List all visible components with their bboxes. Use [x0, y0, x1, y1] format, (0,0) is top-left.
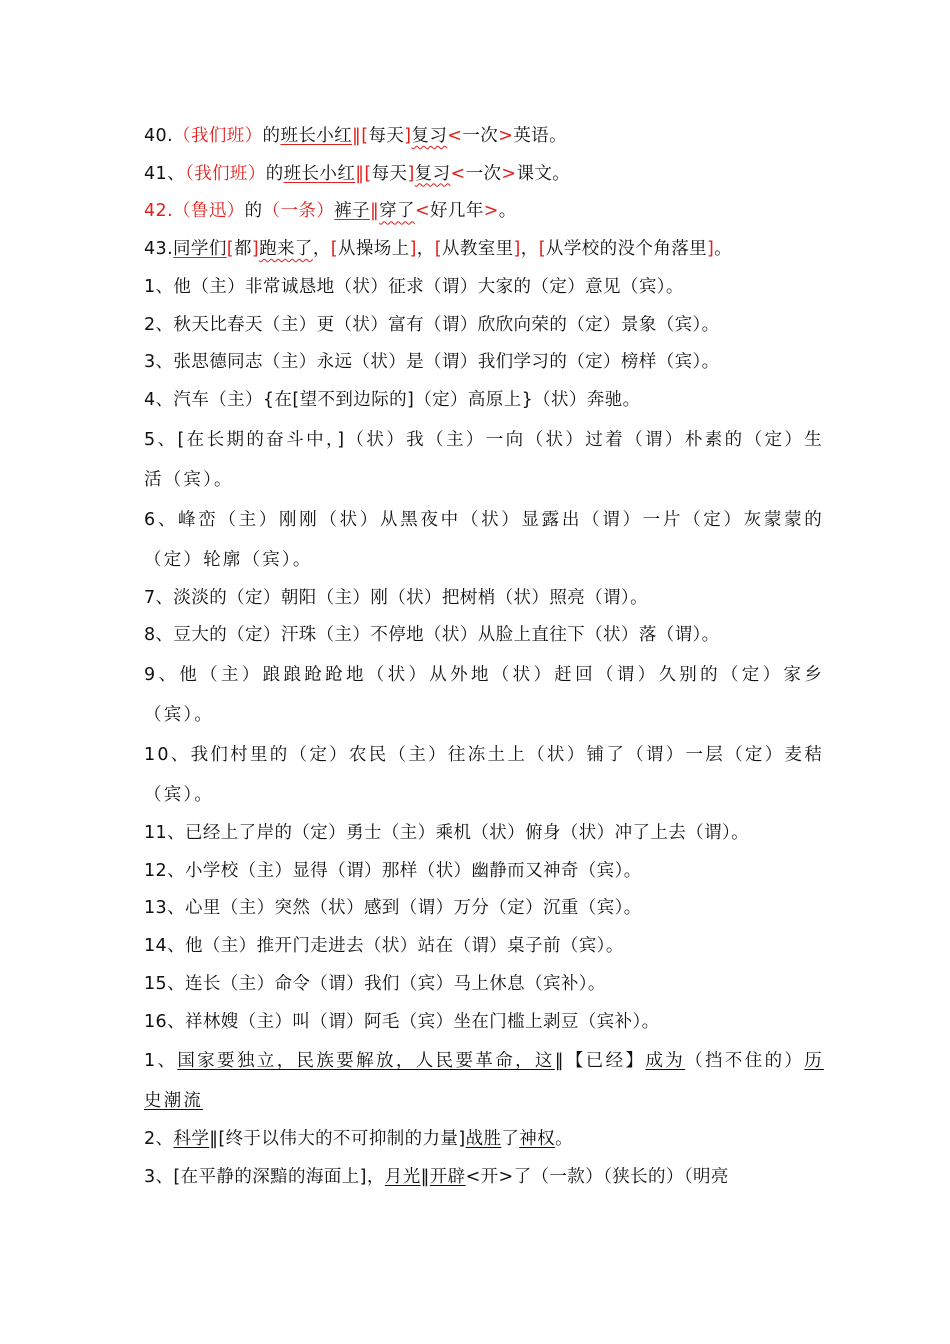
sentence-fragment: [ [361, 126, 369, 146]
sentence-fragment: ] [251, 239, 260, 260]
sentence-line: 15、连长（主）命令（谓）我们（宾）马上休息（宾补）。 [144, 973, 606, 994]
sentence-line: 2、秋天比春天（主）更（状）富有（谓）欣欣向荣的（定）景象（宾）。 [144, 314, 720, 335]
sentence-fragment: 。 [498, 201, 517, 222]
sentence-fragment: ‖ [369, 201, 380, 222]
sentence-line [144, 156, 824, 194]
sentence-fragment: ‖ [352, 126, 362, 146]
sentence-fragment: （我们班） [184, 163, 266, 184]
sentence-fragment: 科学 [173, 1129, 210, 1150]
sentence-fragment: 好几年 [430, 201, 484, 222]
sentence-fragment: 都 [233, 239, 252, 260]
sentence-line: 8、豆大的（定）汗珠（主）不停地（状）从脸上直往下（状）落（谓）。 [144, 625, 720, 646]
sentence-fragment: 班长小红 [283, 163, 356, 184]
sentence-fragment: 43. [144, 239, 174, 260]
sentence-line [144, 118, 824, 156]
sentence-fragment: < [414, 201, 431, 222]
sentence-fragment: 了 [501, 1129, 520, 1150]
sentence-line: 4、汽车（主）{在[望不到边际的]（定）高原上}（状）奔驰。 [144, 389, 641, 410]
sentence-fragment: 开辟 [429, 1166, 466, 1187]
sentence-fragment: ] [407, 163, 415, 184]
document-body [144, 118, 824, 1197]
sentence-line: 3、张思德同志（主）永远（状）是（谓）我们学习的（定）榜样（宾）。 [144, 352, 720, 373]
sentence-fragment: 40. [144, 126, 174, 146]
sentence-fragment: 2、 [144, 1129, 174, 1150]
sentence-fragment: 班长小红 [280, 126, 353, 146]
sentence-fragment: [ [364, 163, 372, 184]
sentence-fragment: 每天 [371, 163, 408, 184]
sentence-fragment: < [447, 126, 463, 146]
sentence-fragment: 复习 [411, 126, 448, 146]
sentence-fragment: ] [707, 239, 715, 260]
sentence-line [144, 1121, 824, 1159]
sentence-fragment: 一次 [462, 126, 499, 146]
sentence-fragment: ] [409, 239, 417, 260]
sentence-fragment: 。 [714, 239, 733, 260]
sentence-fragment: 跑来了 [259, 239, 313, 260]
sentence-fragment: ‖[终于以伟大的不可抑制的力量] [209, 1129, 466, 1150]
sentence-fragment: ， [416, 239, 435, 260]
sentence-fragment: ‖ [355, 163, 365, 184]
sentence-line: 1、他（主）非常诚恳地（状）征求（谓）大家的（定）意见（宾）。 [144, 276, 684, 297]
sentence-fragment: 英语。 [513, 126, 567, 146]
sentence-fragment: 从教室里 [441, 239, 514, 260]
sentence-fragment: （挡不住的） [685, 1051, 805, 1072]
sentence-fragment: ] [404, 126, 412, 146]
sentence-fragment: 国家要独立，民族要解放，人民要革命，这 [177, 1051, 555, 1072]
sentence-fragment: < [450, 163, 466, 184]
sentence-fragment: ‖ [420, 1166, 430, 1187]
sentence-line: 13、心里（主）突然（状）感到（谓）万分（定）沉重（宾）。 [144, 898, 642, 919]
sentence-fragment: 从学校的没个角落里 [545, 239, 708, 260]
sentence-fragment: ‖【已经】 [554, 1051, 646, 1072]
sentence-fragment: 。 [555, 1129, 573, 1150]
sentence-fragment: 同学们 [173, 239, 227, 260]
sentence-fragment: （一条） [262, 201, 335, 222]
sentence-line: 16、祥林嫂（主）叫（谓）阿毛（宾）坐在门槛上剥豆（宾补）。 [144, 1011, 660, 1032]
sentence-line [144, 1159, 824, 1197]
sentence-fragment: 成为 [645, 1051, 686, 1072]
sentence-line: 14、他（主）推开门走进去（状）站在（谓）桌子前（宾）。 [144, 936, 624, 957]
sentence-fragment: [ [538, 239, 546, 260]
sentence-line: 7、淡淡的（定）朝阳（主）刚（状）把树梢（状）照亮（谓）。 [144, 587, 648, 608]
sentence-fragment: （我们班） [173, 126, 263, 146]
sentence-fragment: 42. [144, 201, 174, 222]
sentence-fragment: 裤子 [334, 201, 370, 222]
sentence-fragment: 3、[在平静的深黯的海面上]， [144, 1166, 385, 1187]
sentence-fragment: ] [513, 239, 521, 260]
sentence-fragment: 的 [265, 163, 284, 184]
sentence-fragment: > [501, 163, 517, 184]
sentence-fragment: 的 [262, 126, 281, 146]
sentence-line: 5、[在长期的奋斗中，]（状）我（主）一向（状）过着（谓）朴素的（定）生活（宾）。 [144, 429, 824, 490]
sentence-line [144, 193, 824, 231]
sentence-fragment: 1、 [144, 1051, 178, 1072]
sentence-line: 9、他（主）踉踉跄跄地（状）从外地（状）赶回（谓）久别的（定）家乡（宾）。 [144, 665, 824, 726]
sentence-fragment: 从操场上 [337, 239, 410, 260]
sentence-fragment: 历史潮流 [144, 1051, 824, 1112]
sentence-line [144, 1041, 824, 1121]
sentence-fragment: 战胜 [465, 1129, 502, 1150]
sentence-fragment: [ [434, 239, 442, 260]
sentence-line: 11、已经上了岸的（定）勇士（主）乘机（状）俯身（状）冲了上去（谓）。 [144, 823, 750, 844]
sentence-fragment: > [498, 126, 514, 146]
sentence-fragment: 复习 [414, 163, 451, 184]
sentence-fragment: [ [226, 239, 234, 260]
sentence-fragment: > [483, 201, 499, 222]
sentence-fragment: ， [520, 239, 539, 260]
sentence-line: 12、小学校（主）显得（谓）那样（状）幽静而又神奇（宾）。 [144, 860, 642, 881]
sentence-fragment: [ [330, 239, 338, 260]
sentence-fragment: 41、 [144, 163, 185, 184]
sentence-line: 6、峰峦（主）刚刚（状）从黑夜中（状）显露出（谓）一片（定）灰蒙蒙的（定）轮廓（宾）。 [144, 509, 824, 570]
sentence-fragment: 神权 [519, 1129, 556, 1150]
sentence-fragment: 课文。 [516, 163, 571, 184]
sentence-fragment: （鲁迅） [173, 201, 245, 222]
sentence-fragment: 月光 [384, 1166, 421, 1187]
sentence-line [144, 231, 824, 269]
sentence-fragment: 每天 [368, 126, 405, 146]
sentence-fragment: 一次 [465, 163, 502, 184]
sentence-line: 10、我们村里的（定）农民（主）往冻土上（状）铺了（谓）一层（定）麦秸（宾）。 [144, 745, 824, 806]
sentence-fragment: ， [312, 239, 331, 260]
sentence-fragment: 穿了 [379, 201, 415, 222]
sentence-fragment: 的 [244, 201, 263, 222]
sentence-fragment: <开>了（一款）（狭长的）（明亮 [465, 1166, 729, 1187]
